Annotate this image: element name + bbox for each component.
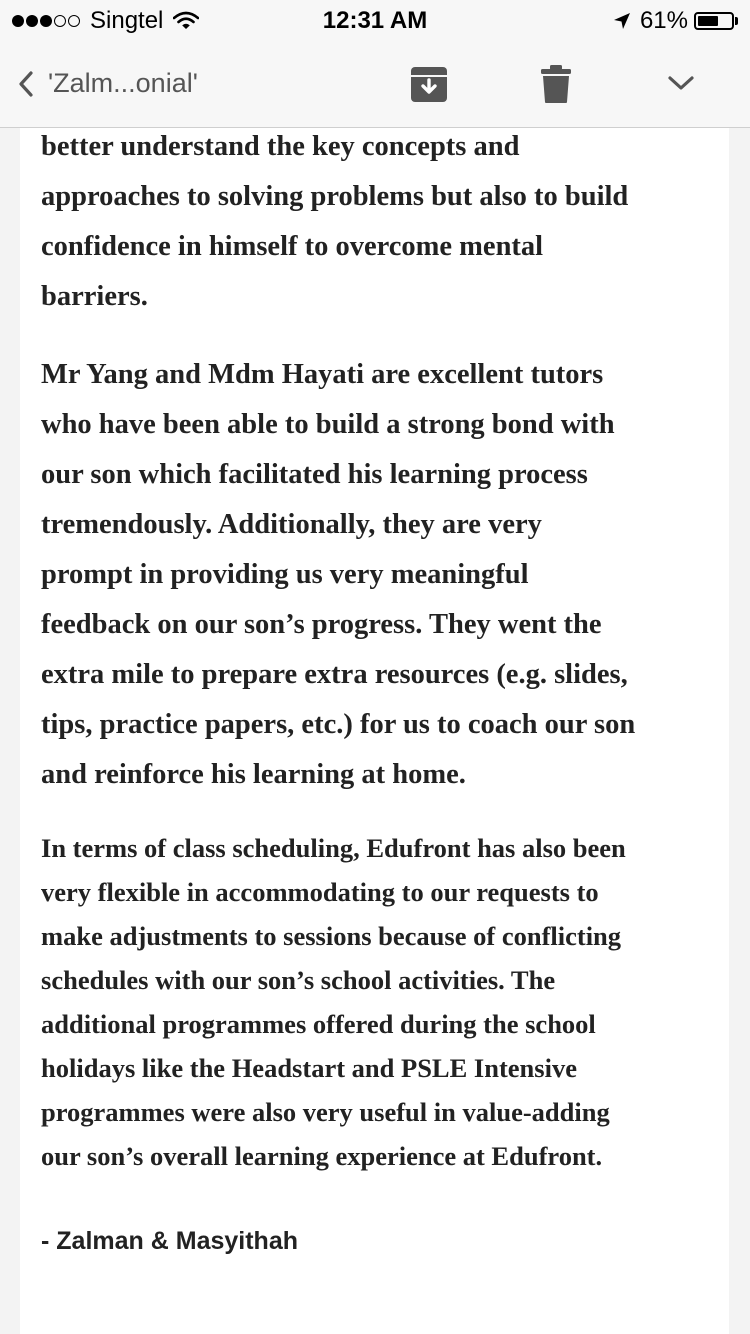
chevron-down-icon[interactable] [667, 74, 695, 92]
email-paragraph: Mr Yang and Mdm Hayati are excellent tutors who have been able to build a strong bond with our son which facilitated his learning process tremendously. Additionally, they are very prompt in providing us very meaningful feedback on our son’s progress. They went the extra mile to prepare extra resources (e.g. slides, tips, practice papers, etc.) for us to coach our son and reinforce his learning at home. [41, 359, 636, 790]
battery-percentage: 61% [639, 7, 688, 34]
email-paragraph: better understand the key concepts and approaches to solving problems but also to build confidence in himself to overcome mental barriers. [41, 131, 629, 312]
email-body [20, 128, 729, 1334]
back-button-label: 'Zalm...onial' [48, 68, 198, 98]
clock: 12:31 AM [322, 7, 428, 34]
mail-navigation-bar [0, 40, 750, 128]
status-right [612, 7, 738, 35]
location-arrow-icon [612, 11, 632, 31]
battery-icon [694, 12, 734, 30]
carrier-name: Singtel [90, 7, 164, 34]
email-paragraph: In terms of class scheduling, Edufront has also been very flexible in accommodating to our requests to make adjustments to sessions because of conflicting schedules with our son’s school activities. The additional programmes offered during the school holidays like the Headstart and PSLE Intensive programmes were also very useful in value-adding our son’s overall learning experience at Edufront. [41, 833, 626, 1171]
battery-tip [735, 17, 738, 25]
battery-level [698, 16, 718, 26]
trash-icon[interactable] [541, 64, 571, 104]
status-bar [0, 0, 750, 40]
email-signature: - Zalman & Masyithah [41, 1227, 298, 1255]
back-chevron-icon [18, 70, 34, 98]
archive-icon[interactable] [410, 64, 448, 104]
back-button[interactable] [18, 68, 198, 99]
